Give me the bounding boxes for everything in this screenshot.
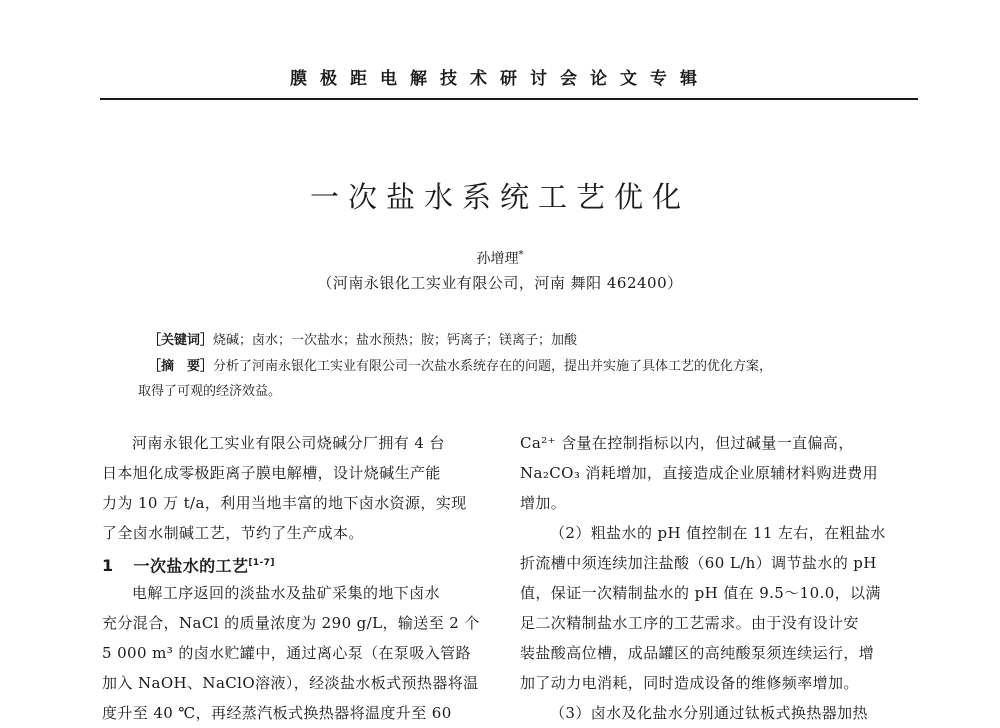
- author-mark: *: [518, 249, 524, 261]
- text-line: （2）粗盐水的 pH 值控制在 11 左右，在粗盐水: [550, 524, 886, 542]
- abstract-line-2: 取得了可观的经济效益。: [138, 384, 282, 399]
- abstract-label: ［摘 要］: [148, 359, 214, 374]
- text-line: 增加。: [520, 494, 567, 512]
- header-rule: [100, 98, 918, 100]
- section-ref: [1-7]: [248, 558, 275, 568]
- section-number: 1: [102, 556, 114, 576]
- text-line: 度升至 40 ℃，再经蒸汽板式换热器将温度升至 60: [102, 704, 452, 722]
- text-line: 加入 NaOH、NaClO溶液），经淡盐水板式预热器将温: [102, 674, 479, 692]
- text-line: Na₂CO₃ 消耗增加，直接造成企业原辅材料购进费用: [520, 464, 879, 482]
- text-line: （3）卤水及化盐水分别通过钛板式换热器加热: [550, 704, 868, 722]
- article-title: 一次盐水系统工艺优化: [309, 180, 690, 214]
- text-line: 日本旭化成零极距离子膜电解槽，设计烧碱生产能: [102, 464, 441, 482]
- section-heading: [102, 548, 495, 578]
- keywords-label: ［关键词］: [148, 333, 214, 348]
- right-column: [520, 428, 913, 728]
- abstract-text-1: 分析了河南永银化工实业有限公司一次盐水系统存在的问题，提出并实施了具体工艺的优化方案，: [213, 359, 773, 374]
- author-name: 孙增理: [476, 251, 519, 267]
- text-line: 加了动力电消耗，同时造成设备的维修频率增加。: [520, 674, 859, 692]
- keywords: [148, 329, 577, 348]
- affiliation: （河南永银化工实业有限公司，河南 舞阳 462400）: [317, 274, 683, 292]
- abstract-line-1: [148, 355, 772, 374]
- text-line: 装盐酸高位槽，成品罐区的高纯酸泵须连续运行，增: [520, 644, 875, 662]
- text-line: 充分混合，NaCl 的质量浓度为 290 g/L，输送至 2 个: [102, 614, 480, 632]
- text-line: 5 000 m³ 的卤水贮罐中，通过离心泵（在泵吸入管路: [102, 644, 471, 662]
- text-line: 足二次精制盐水工序的工艺需求。由于没有设计安: [520, 614, 859, 632]
- author: [0, 248, 1000, 268]
- text-line: 了全卤水制碱工艺，节约了生产成本。: [102, 524, 364, 542]
- text-line: 河南永银化工实业有限公司烧碱分厂拥有 4 台: [132, 434, 445, 452]
- text-line: 值，保证一次精制盐水的 pH 值在 9.5～10.0，以满: [520, 584, 881, 602]
- keywords-text: 烧碱；卤水；一次盐水；盐水预热；胺；钙离子；镁离子；加酸: [213, 333, 578, 348]
- journal-header: 膜极距电解技术研讨会论文专辑: [290, 69, 710, 89]
- left-column: [102, 428, 495, 728]
- text-line: Ca²⁺ 含量在控制指标以内，但过碱量一直偏高，: [520, 434, 854, 452]
- text-line: 折流槽中须连续加注盐酸（60 L/h）调节盐水的 pH: [520, 554, 877, 572]
- text-line: 力为 10 万 t/a，利用当地丰富的地下卤水资源，实现: [102, 494, 467, 512]
- text-line: 电解工序返回的淡盐水及盐矿采集的地下卤水: [132, 584, 441, 602]
- section-title: 一次盐水的工艺: [133, 556, 249, 576]
